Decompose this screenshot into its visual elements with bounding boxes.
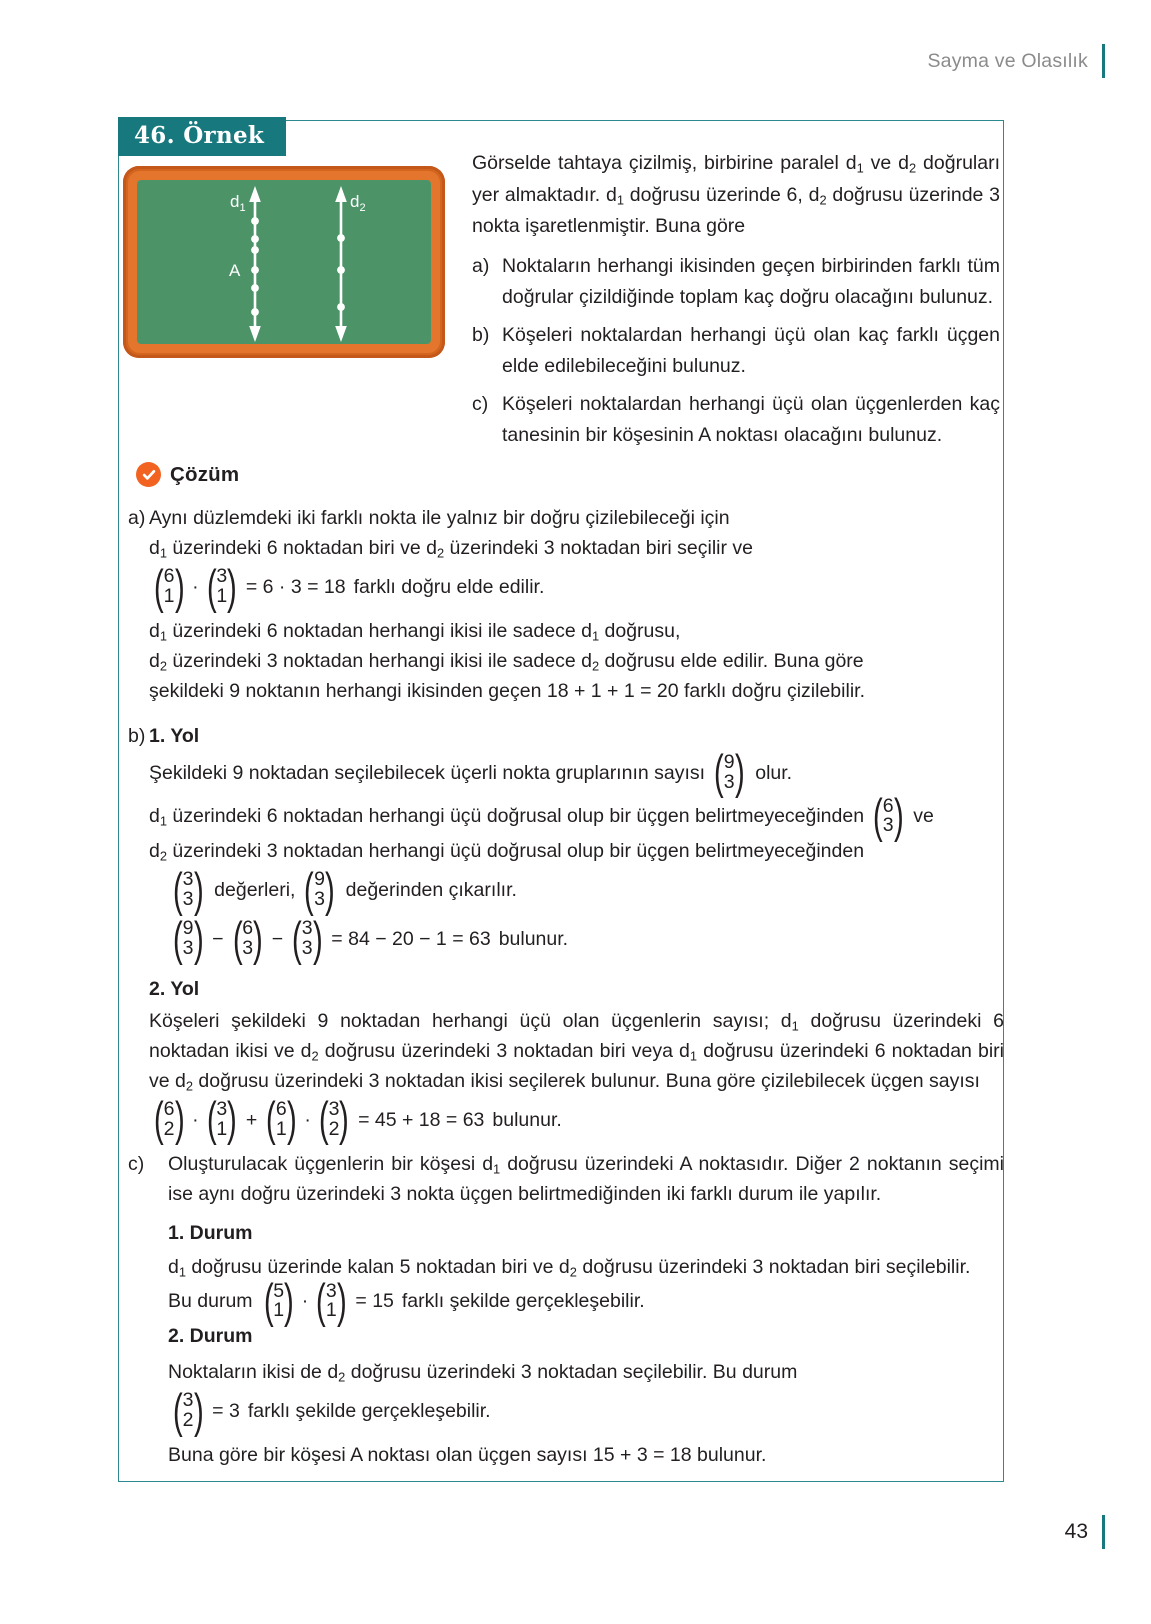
solution-body: [128, 503, 1004, 1470]
b-w2-s1: 1: [791, 1018, 799, 1034]
binom-stack: [882, 794, 894, 837]
minus-symbol-2: −: [271, 927, 284, 950]
binom-top: 3: [301, 917, 313, 939]
b-w1-l2-tail: ve: [913, 805, 934, 828]
c1-b: doğrusu üzerinde kalan 5 noktadan biri ve d: [186, 1255, 570, 1278]
binom-3-1: [204, 559, 240, 613]
solution-b-w1-equation: [128, 911, 1004, 965]
pa-l4-a: d: [149, 649, 160, 672]
parallel-lines-diagram: [137, 180, 431, 344]
binom-stack: [325, 1279, 337, 1322]
binom-bottom: 1: [163, 584, 175, 607]
binom-top: 9: [723, 750, 735, 773]
pa-l2-a: d: [149, 537, 160, 559]
binom-3-2: [316, 1092, 352, 1146]
c2-eq-caption: farklı şekilde gerçekleşebilir.: [247, 1400, 491, 1423]
paren-right: ): [339, 1092, 350, 1146]
paren-left: (: [318, 1092, 329, 1146]
paren-left: (: [873, 789, 883, 843]
b-w2-b: doğrusu üzerindeki 6 noktadan ikisi ve d: [149, 1009, 1004, 1062]
c1-s2: 2: [569, 1263, 577, 1279]
binom-stack: [183, 1391, 194, 1431]
binom-stack: [242, 919, 253, 959]
spacer: [128, 1431, 1004, 1440]
binom-stack: [275, 1097, 287, 1140]
part-a-eq-caption: farklı doğru elde edilir.: [353, 575, 545, 598]
binom-top: 3: [216, 565, 228, 587]
binom-stack: [183, 870, 194, 910]
solution-part-c-paragraph: [128, 1149, 1004, 1209]
paren-left: (: [714, 745, 724, 799]
solution-part-a-line5: şekildeki 9 noktanın herhangi ikisinden geçen 18 + 1 + 1 = 20 farklı doğru çizilebilir.: [149, 679, 865, 702]
binom-9-3: [711, 745, 747, 799]
part-b-marker: b): [128, 724, 146, 747]
solution-final-line: Buna göre bir köşesi A noktası olan üçgen sayısı 15 + 3 = 18 bulunur.: [168, 1444, 767, 1466]
b-w2-c: doğrusu üzerindeki 3 noktadan biri veya d: [318, 1039, 690, 1062]
paren-right: ): [174, 559, 185, 613]
q-intro-1: Görselde tahtaya çizilmiş, birbirine paralel d: [472, 152, 857, 174]
b-w2-s4: 2: [185, 1078, 194, 1094]
binom-bottom: 3: [314, 888, 325, 911]
binom-bottom: 2: [328, 1117, 340, 1140]
binom-stack: [164, 567, 175, 607]
paren-left: (: [266, 1092, 276, 1146]
page-footer: [1065, 1515, 1151, 1549]
binom-top: 6: [163, 1097, 175, 1120]
binom-6-2: [151, 1092, 187, 1146]
binom-3-3: [170, 862, 206, 916]
binom-bottom: 3: [182, 936, 194, 959]
spacer: [128, 706, 1004, 721]
b-w2-d: doğrusu üzerindeki 6 noktadan biri ve d: [149, 1039, 1004, 1092]
binom-bottom: 1: [325, 1299, 337, 1322]
binom-3-3-eq: [289, 911, 325, 965]
c2-a: Noktaların ikisi de d: [168, 1361, 339, 1384]
running-header-title: Sayma ve Olasılık: [927, 49, 1088, 72]
binom-top: 5: [273, 1279, 285, 1302]
footer-rule-divider: [1102, 1515, 1105, 1549]
solution-part-a-line4: [128, 646, 1004, 676]
q-intro-5: doğrusu üzerinde 3 nokta işaretlenmiştir. Buna göre: [472, 183, 1000, 237]
question-item-c-text: Köşeleri noktalardan herhangi üçü olan üçgenlerden kaç tanesinin bir köşesinin A noktası olacağını bulunuz.: [502, 392, 1000, 446]
binom-6-1-b: [263, 1092, 299, 1146]
question-intro: [472, 148, 1000, 243]
b-w2-eq-result: = 45 + 18 = 63: [358, 1108, 485, 1131]
binom-bottom: 1: [273, 1299, 285, 1322]
b-w1-l2-b: üzerindeki 6 noktadan herhangi üçü doğrusal olup bir üçgen belirtmeyeceğinden: [167, 805, 865, 828]
binom-top: 9: [182, 917, 194, 939]
paren-left: (: [206, 559, 217, 613]
q-sub-4: 2: [819, 191, 827, 207]
multiply-symbol: ·: [192, 575, 199, 598]
blackboard-surface: [137, 180, 431, 344]
question-item-c-marker: c): [472, 392, 489, 415]
binom-stack: [328, 1097, 340, 1140]
binom-stack: [163, 1097, 175, 1140]
paren-left: (: [172, 862, 183, 916]
binom-top: 6: [242, 917, 254, 939]
pc-s: 1: [493, 1160, 501, 1176]
q-intro-3: doğruları yer almaktadır. d: [472, 152, 1001, 206]
solution-case2-equation: [128, 1383, 1004, 1437]
b-w1-l2-text: [149, 801, 864, 831]
part-a-line1-text: Aynı düzlemdeki iki farklı nokta ile yalnız bir doğru çizilebileceği için: [149, 507, 730, 529]
b-w1-l1-text: Şekildeki 9 noktadan seçilebilecek üçerli nokta gruplarının sayısı: [149, 761, 706, 784]
paren-left: (: [263, 1274, 274, 1328]
solution-header: [136, 462, 239, 487]
c2-s: 2: [338, 1369, 346, 1385]
solution-label: Çözüm: [170, 462, 240, 486]
q-sub-1: 1: [856, 160, 864, 176]
solution-part-a-equation: [128, 559, 1004, 613]
question-item-c: [472, 389, 1000, 452]
binom-top: 3: [328, 1097, 340, 1120]
paren-right: ): [284, 1274, 294, 1328]
binom-9-3-b: [301, 862, 337, 916]
b-w1-l4-a: değerleri,: [214, 879, 296, 902]
c2-b: doğrusu üzerindeki 3 noktadan seçilebilir. Bu durum: [345, 1361, 798, 1384]
paren-right: ): [227, 559, 237, 613]
pa-l3-a: d: [149, 619, 160, 642]
solution-part-a-line2: [128, 533, 1004, 563]
binom-stack: [302, 919, 313, 959]
binom-3-2-c: [170, 1383, 206, 1437]
b-w1-l4-b: değerinden çıkarılır.: [345, 879, 517, 902]
solution-b-w1-line4: [128, 862, 1004, 916]
binom-9-3-eq: [170, 911, 206, 965]
spacer: [128, 1140, 1004, 1149]
binom-top: 3: [216, 1097, 228, 1120]
c1-eq-result: = 15: [355, 1290, 394, 1313]
pa-l3-s2: 1: [591, 628, 600, 644]
paren-right: ): [253, 911, 263, 965]
b-w1-eq-result: = 84 − 20 − 1 = 63: [331, 927, 491, 950]
b-w2-s3: 1: [689, 1048, 698, 1064]
binom-stack: [216, 1097, 228, 1140]
c1-eq-pre: Bu durum: [168, 1290, 253, 1313]
b-w1-eq-caption: bulunur.: [498, 927, 569, 950]
binom-stack: [723, 750, 735, 793]
solution-part-b-way2-title: 2. Yol: [149, 977, 200, 1000]
q-intro-4: doğrusu üzerinde 6, d: [624, 183, 820, 206]
paren-right: ): [324, 862, 335, 916]
pa-l3-c: doğrusu,: [599, 619, 681, 642]
page-number: 43: [1064, 1520, 1088, 1543]
paren-left: (: [316, 1274, 326, 1328]
multiply-symbol-1: ·: [192, 1108, 199, 1131]
binom-stack: [273, 1279, 285, 1322]
paren-right: ): [193, 911, 204, 965]
b-w2-e: doğrusu üzerindeki 3 noktadan ikisi seçilerek bulunur. Buna göre çizilebilecek üçgen sayısı: [193, 1069, 980, 1092]
pa-l3-s1: 1: [159, 628, 168, 644]
paren-right: ): [286, 1092, 297, 1146]
c1-c: doğrusu üzerindeki 3 noktadan biri seçilebilir.: [576, 1255, 971, 1278]
multiply-symbol-2: ·: [304, 1108, 311, 1131]
binom-bottom: 1: [216, 1117, 228, 1140]
b-w2-eq-caption: bulunur.: [492, 1108, 562, 1131]
part-a-eq-result: = 6 · 3 = 18: [245, 575, 346, 598]
paren-left: (: [232, 911, 243, 965]
spacer: [128, 607, 1004, 616]
part-a-marker: a): [128, 507, 146, 529]
binom-bottom: 2: [163, 1117, 175, 1140]
c1-eq-caption: farklı şekilde gerçekleşebilir.: [401, 1290, 645, 1313]
binom-bottom: 3: [882, 814, 894, 837]
solution-b-w2-paragraph: [128, 1006, 1004, 1096]
binom-6-3: [870, 789, 906, 843]
paren-right: ): [893, 789, 904, 843]
solution-case2-title: 2. Durum: [168, 1325, 253, 1348]
b-w2-s2: 2: [311, 1048, 319, 1064]
b-w1-l2-s: 1: [159, 813, 168, 829]
binom-stack: [216, 567, 227, 607]
question-item-a: [472, 251, 1000, 314]
check-circle-icon: [136, 462, 161, 487]
paren-left: (: [172, 1383, 183, 1437]
solution-part-a-line1: [128, 503, 1004, 533]
b-w1-l3-a: d: [149, 840, 160, 863]
question-item-b-text: Köşeleri noktalardan herhangi üçü olan kaç farklı üçgen elde edilebileceğini bulunuz.: [502, 323, 1000, 377]
c2-eq-result: = 3: [212, 1400, 240, 1423]
example-number-tab: 46. Örnek: [118, 117, 286, 156]
part-c-marker: c): [128, 1152, 145, 1175]
solution-part-b-way1-title: [128, 721, 1004, 751]
binom-bottom: 3: [723, 770, 735, 793]
pa-l3-b: üzerindeki 6 noktadan herhangi ikisi ile sadece d: [167, 619, 592, 642]
solution-part-a-line3: [128, 616, 1004, 646]
q-sub-3: 1: [616, 191, 624, 207]
binom-top: 3: [182, 868, 194, 891]
binom-3-1-c: [313, 1274, 349, 1328]
paren-left: (: [153, 1092, 164, 1146]
binom-top: 9: [314, 868, 325, 891]
paren-left: (: [304, 862, 315, 916]
binom-top: 6: [163, 565, 175, 587]
question-item-b: [472, 320, 1000, 383]
paren-left: (: [172, 911, 183, 965]
minus-symbol-1: −: [212, 927, 224, 950]
binom-6-1: [151, 559, 187, 613]
paren-left: (: [292, 911, 302, 965]
b-w1-l3-b: üzerindeki 3 noktadan herhangi üçü doğrusal olup bir üçgen belirtmeyeceğinden: [167, 840, 865, 863]
c1-a: d: [168, 1255, 179, 1278]
spacer: [128, 1209, 1004, 1218]
binom-top: 6: [275, 1097, 287, 1120]
label-d2: $d_2$: [350, 192, 366, 214]
binom-top: 3: [325, 1279, 337, 1302]
solution-case1-equation: [128, 1274, 1004, 1328]
solution-b-w1-line1: [128, 745, 1004, 799]
plus-symbol: +: [245, 1108, 258, 1131]
pa-l4-b: üzerindeki 3 noktadan herhangi ikisi ile sadece d: [167, 649, 592, 672]
paren-right: ): [174, 1092, 185, 1146]
binom-stack: [183, 919, 194, 959]
binom-6-3-eq: [230, 911, 266, 965]
solution-case1-title: 1. Durum: [168, 1221, 253, 1244]
binom-3-1-b: [204, 1092, 240, 1146]
question-item-list: [472, 251, 1000, 452]
paren-left: (: [206, 1092, 217, 1146]
pa-l4-s1: 2: [159, 658, 168, 674]
question-item-a-text: Noktaların herhangi ikisinden geçen birbirinden farklı tüm doğrular çizildiğinde toplam kaç doğru olacağını bulunuz.: [502, 254, 1000, 308]
pa-l2-c: üzerindeki 3 noktadan biri seçilir ve: [444, 537, 753, 559]
running-header: [927, 44, 1151, 78]
pa-l4-s2: 2: [591, 658, 600, 674]
label-point-a: A: [229, 261, 241, 280]
b-w1-l3-s: 2: [159, 848, 168, 864]
paren-right: ): [312, 911, 323, 965]
paren-right: ): [193, 862, 204, 916]
question-item-a-marker: a): [472, 254, 490, 277]
binom-top: 6: [882, 794, 894, 817]
paren-right: ): [734, 745, 745, 799]
b-w1-l1-tail: olur.: [755, 761, 793, 784]
binom-top: 3: [182, 1389, 194, 1412]
pa-l2-s2: 2: [436, 545, 445, 561]
multiply-symbol: ·: [301, 1290, 309, 1313]
paren-left: (: [153, 559, 164, 613]
paren-right: ): [227, 1092, 237, 1146]
solution-b-w1-line2: [128, 789, 1004, 843]
pa-l2-s1: 1: [159, 545, 168, 561]
solution-case2-line: [128, 1357, 1004, 1387]
pa-l2-b: üzerindeki 6 noktadan biri ve d: [167, 537, 437, 559]
part-b-way1-label: 1. Yol: [149, 724, 200, 747]
c1-s1: 1: [178, 1263, 187, 1279]
binom-bottom: 2: [182, 1409, 194, 1432]
solution-case1-line: [128, 1252, 1004, 1282]
pa-l4-c: doğrusu elde edilir. Buna göre: [599, 649, 864, 672]
q-sub-2: 2: [908, 160, 917, 176]
question-block: [472, 148, 1000, 458]
blackboard-figure: [123, 166, 445, 358]
q-intro-2: ve d: [863, 152, 909, 174]
binom-stack: [314, 870, 325, 910]
paren-right: ): [193, 1383, 204, 1437]
binom-bottom: 1: [216, 584, 228, 607]
b-w1-l2-a: d: [149, 805, 160, 828]
paren-right: ): [336, 1274, 347, 1328]
pc-a: Oluşturulacak üçgenlerin bir köşesi d: [168, 1152, 494, 1175]
binom-bottom: 3: [301, 936, 313, 959]
header-rule-divider: [1102, 44, 1105, 78]
label-d1: $d_1$: [230, 192, 246, 214]
binom-bottom: 3: [242, 936, 254, 959]
question-item-b-marker: b): [472, 323, 490, 346]
binom-5-1: [261, 1274, 297, 1328]
pc-b: doğrusu üzerindeki A noktasıdır. Diğer 2 noktanın seçimi ise aynı doğru üzerindeki 3 nokta üçgen belirtmediğinden iki farklı durum ile yapılır.: [168, 1152, 1004, 1205]
binom-bottom: 3: [182, 888, 194, 911]
binom-bottom: 1: [275, 1117, 287, 1140]
b-w2-a: Köşeleri şekildeki 9 noktadan herhangi üçü olan üçgenlerin sayısı; d: [149, 1009, 792, 1032]
solution-b-w2-equation: [128, 1092, 1004, 1146]
